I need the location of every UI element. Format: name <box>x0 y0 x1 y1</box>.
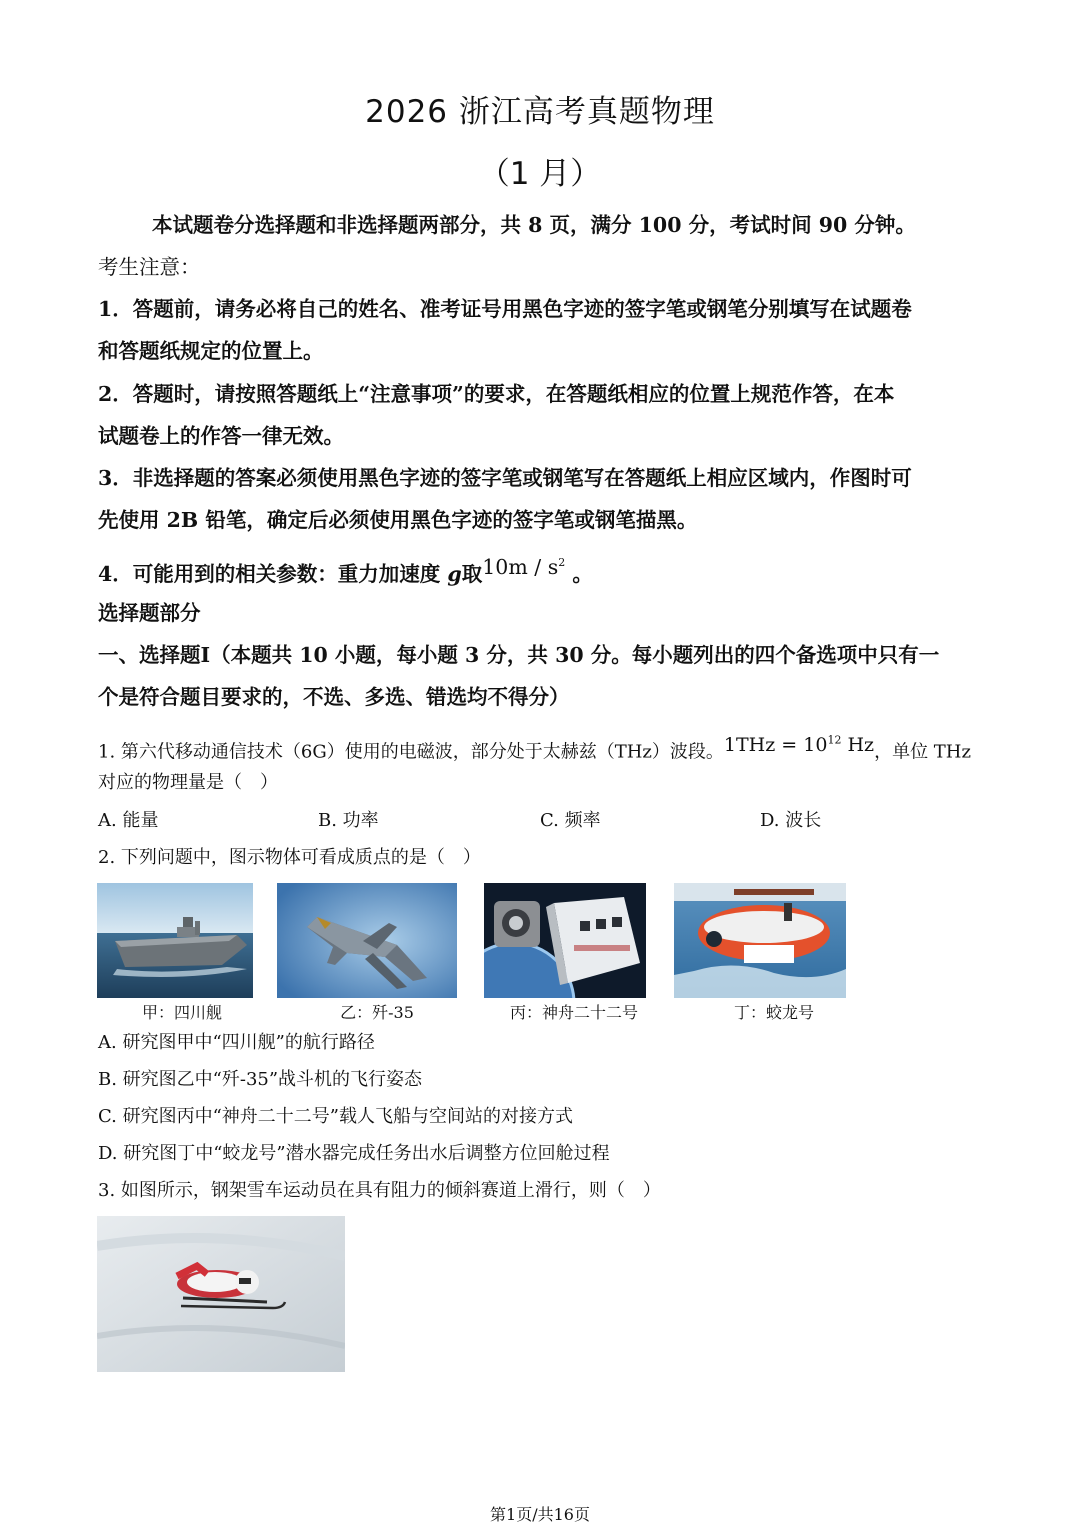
q1-text: 1. 第六代移动通信技术（6G）使用的电磁波，部分处于太赫兹（THz）波段。$1THz = 10^{12}$ Hz，单位 THz <box>98 734 971 763</box>
caption-spacecraft: 丙：神舟二十二号 <box>509 1003 638 1022</box>
q2-option-a: A. 研究图甲中“四川舰”的航行路径 <box>98 1032 375 1053</box>
notice-item-3a: 3．非选择题的答案必须使用黑色字迹的签字笔或钢笔写在答题纸上相应区域内，作图时可 <box>98 466 912 490</box>
caption-carrier: 甲：四川舰 <box>141 1003 222 1022</box>
q1-option-c: C. 频率 <box>540 810 601 831</box>
page-footer: 第1页/共16页 <box>490 1505 590 1524</box>
notice-item-1b: 和答题纸规定的位置上。 <box>98 339 324 363</box>
submersible-image <box>674 883 846 998</box>
q2-text: 2. 下列问题中，图示物体可看成质点的是（ ） <box>98 847 481 868</box>
spacecraft-image <box>484 883 646 998</box>
skeleton-sled-image <box>97 1216 345 1372</box>
caption-submersible: 丁：蛟龙号 <box>733 1003 814 1022</box>
section-heading-b: 个是符合题目要求的，不选、多选、错选均不得分） <box>98 685 570 709</box>
notice-item-2a: 2．答题时，请按照答题纸上“注意事项”的要求，在答题纸相应的位置上规范作答，在本 <box>98 382 895 406</box>
carrier-image <box>97 883 253 998</box>
notice-heading: 考生注意： <box>98 255 201 279</box>
intro-text: 本试题卷分选择题和非选择题两部分，共 8 页，满分 100 分，考试时间 90 分钟。 <box>152 213 916 237</box>
q1-text-b: 对应的物理量是（ ） <box>98 772 278 793</box>
section-heading-a: 一、选择题Ⅰ（本题共 10 小题，每小题 3 分，共 30 分。每小题列出的四个备选项中只有一 <box>98 643 940 667</box>
notice-item-1a: 1．答题前，请务必将自己的姓名、准考证号用黑色字迹的签字笔或钢笔分别填写在试题卷 <box>98 297 912 321</box>
q1-option-d: D. 波长 <box>760 810 822 831</box>
notice-item-4-end: 。 <box>572 561 593 586</box>
q1-option-a: A. 能量 <box>98 810 159 831</box>
jet-image <box>277 883 457 998</box>
q1-option-b: B. 功率 <box>318 810 379 831</box>
gravity-value: $10m / s^2$ <box>482 554 566 579</box>
q3-text: 3. 如图所示，钢架雪车运动员在具有阻力的倾斜赛道上滑行，则（ ） <box>98 1180 661 1201</box>
page-title: 2026 浙江高考真题物理 <box>365 94 715 130</box>
q2-option-d: D. 研究图丁中“蛟龙号”潜水器完成任务出水后调整方位回舱过程 <box>98 1143 610 1164</box>
q1-formula: $1THz = 10^{12}$ Hz <box>723 734 875 757</box>
section-part: 选择题部分 <box>98 601 201 625</box>
caption-jet: 乙：歼-35 <box>340 1003 414 1022</box>
gravity-symbol: g <box>447 561 462 586</box>
q2-option-b: B. 研究图乙中“歼-35”战斗机的飞行姿态 <box>98 1069 423 1090</box>
notice-item-4 <box>98 554 988 587</box>
notice-item-3b: 先使用 2B 铅笔，确定后必须使用黑色字迹的签字笔或钢笔描黑。 <box>98 508 698 532</box>
notice-item-4-prefix: 4．可能用到的相关参数：重力加速度 <box>98 561 441 586</box>
q2-option-c: C. 研究图丙中“神舟二十二号”载人飞船与空间站的对接方式 <box>98 1106 573 1127</box>
notice-item-2b: 试题卷上的作答一律无效。 <box>98 424 344 448</box>
notice-item-4-take: 取 <box>461 561 483 586</box>
page-subtitle: （1 月） <box>478 156 602 192</box>
